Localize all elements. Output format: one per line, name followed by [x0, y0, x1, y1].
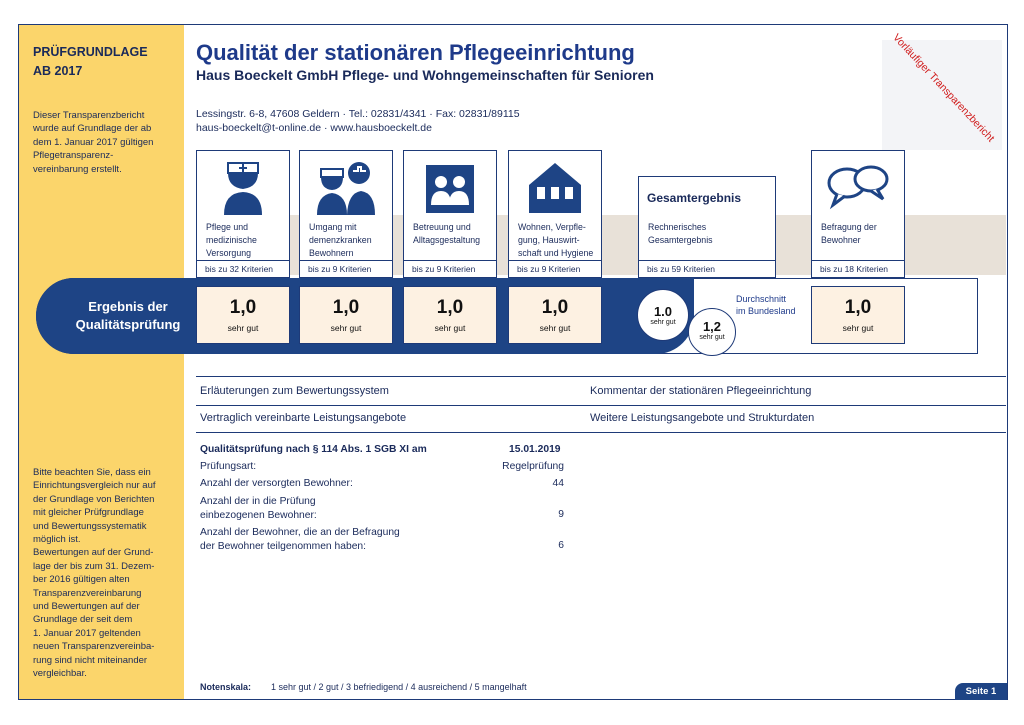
category-gesamt[interactable] [638, 176, 776, 278]
category-criteria: bis zu 9 Kriterien [300, 260, 392, 277]
grade-betreuung: 1,0 sehr gut [403, 286, 497, 344]
category-label: Wohnen, Verpfle- gung, Hauswirt- schaft und Hygiene [518, 222, 594, 258]
category-betreuung[interactable] [403, 150, 497, 278]
grade-pflege: 1,0 sehr gut [196, 286, 290, 344]
facility-address: Lessingstr. 6-8, 47608 Geldern · Tel.: 02831/4341 · Fax: 02831/89115 [196, 108, 520, 120]
sidebar-intro: Dieser Transparenzbericht wurde auf Grundlage der ab dem 1. Januar 2017 gültigen Pflegetransparenz- vereinbarung erstellt. [33, 110, 154, 175]
inspection-row-label: Anzahl der versorgten Bewohner: [200, 478, 353, 489]
category-label: Pflege und medizinische Versorgung [206, 222, 257, 258]
category-criteria: bis zu 18 Kriterien [812, 260, 904, 277]
grade-scale-label: Notenskala: [200, 682, 252, 692]
link-bewertungssystem[interactable]: Erläuterungen zum Bewertungssystem [200, 385, 389, 397]
inspection-date: 15.01.2019 [509, 444, 561, 455]
category-label: Befragung der Bewohner [821, 222, 877, 245]
gesamt-heading: Gesamtergebnis [647, 191, 742, 205]
average-label: Durchschnitt im Bundesland [736, 294, 796, 316]
category-wohnen[interactable] [508, 150, 602, 278]
dementia-care-icon [315, 159, 377, 215]
category-criteria: bis zu 9 Kriterien [404, 260, 496, 277]
category-criteria: bis zu 9 Kriterien [509, 260, 601, 277]
people-icon [426, 165, 474, 213]
links-row-1 [196, 376, 1006, 406]
overall-grade-circle: 1.0 sehr gut [637, 289, 689, 341]
grade-befragung: 1,0 sehr gut [811, 286, 905, 344]
category-label: Umgang mit demenzkranken Bewohnern [309, 222, 372, 258]
result-band-label: Ergebnis der Qualitätsprüfung [75, 299, 181, 332]
category-befragung[interactable] [811, 150, 905, 278]
category-criteria: bis zu 32 Kriterien [197, 260, 289, 277]
preliminary-stamp: Vorläufiger Transparenzbericht [890, 31, 997, 145]
links-row-2 [196, 404, 1006, 433]
average-grade-circle: 1,2 sehr gut [688, 308, 736, 356]
sidebar-note: Bitte beachten Sie, dass ein Einrichtungsvergleich nur auf der Grundlage von Berichten mit gleicher Prüfgrundlage und Bewertungssystematik möglich ist. Bewertungen auf der Grund- lage der bis zum 31. Dezem- ber 2016 gültigen alten Transparenzvereinbarung und Bewertungen auf der Grundlage der seit dem 1. Januar 2017 geltenden neuen Transparenzvereinba- rung sind nicht miteinander vergleichbar. [33, 467, 156, 680]
facility-name: Haus Boeckelt GmbH Pflege- und Wohngemeinschaften für Senioren [196, 67, 654, 83]
category-label: Rechnerisches Gesamtergebnis [648, 222, 713, 245]
facility-contact[interactable]: haus-boeckelt@t-online.de · www.hausboeckelt.de [196, 122, 432, 134]
inspection-row-label: Anzahl der in die Prüfung einbezogenen Bewohner: [200, 496, 317, 521]
inspection-row-value: 6 [558, 540, 564, 551]
category-pflege[interactable] [196, 150, 290, 278]
inspection-row-value: Regelprüfung [502, 461, 564, 472]
inspection-row-value: 9 [558, 509, 564, 520]
sidebar-title: PRÜFGRUNDLAGE AB 2017 [33, 45, 148, 78]
link-strukturdaten[interactable]: Weitere Leistungsangebote und Strukturdaten [590, 412, 815, 424]
link-leistungsangebote[interactable]: Vertraglich vereinbarte Leistungsangebote [200, 412, 407, 424]
category-demenz[interactable] [299, 150, 393, 278]
grade-wohnen: 1,0 sehr gut [508, 286, 602, 344]
house-icon [527, 159, 583, 215]
category-label: Betreuung und Alltagsgestaltung [413, 222, 480, 245]
grade-scale: 1 sehr gut / 2 gut / 3 befriedigend / 4 ausreichend / 5 mangelhaft [271, 682, 527, 692]
page-number: Seite 1 [955, 683, 1007, 700]
inspection-row-label: Prüfungsart: [200, 461, 257, 472]
inspection-row-label: Anzahl der Bewohner, die an der Befragung der Bewohner teilgenommen haben: [200, 527, 400, 552]
category-criteria: bis zu 59 Kriterien [639, 260, 775, 277]
page-title: Qualität der stationären Pflegeeinrichtung [196, 40, 635, 65]
grade-demenz: 1,0 sehr gut [299, 286, 393, 344]
inspection-row-value: 44 [552, 478, 564, 489]
speech-bubbles-icon [825, 163, 891, 211]
link-kommentar[interactable]: Kommentar der stationären Pflegeeinrichtung [590, 385, 812, 397]
inspection-heading: Qualitätsprüfung nach § 114 Abs. 1 SGB XI am [200, 444, 427, 455]
sidebar [18, 24, 184, 700]
nurse-icon [218, 159, 268, 215]
